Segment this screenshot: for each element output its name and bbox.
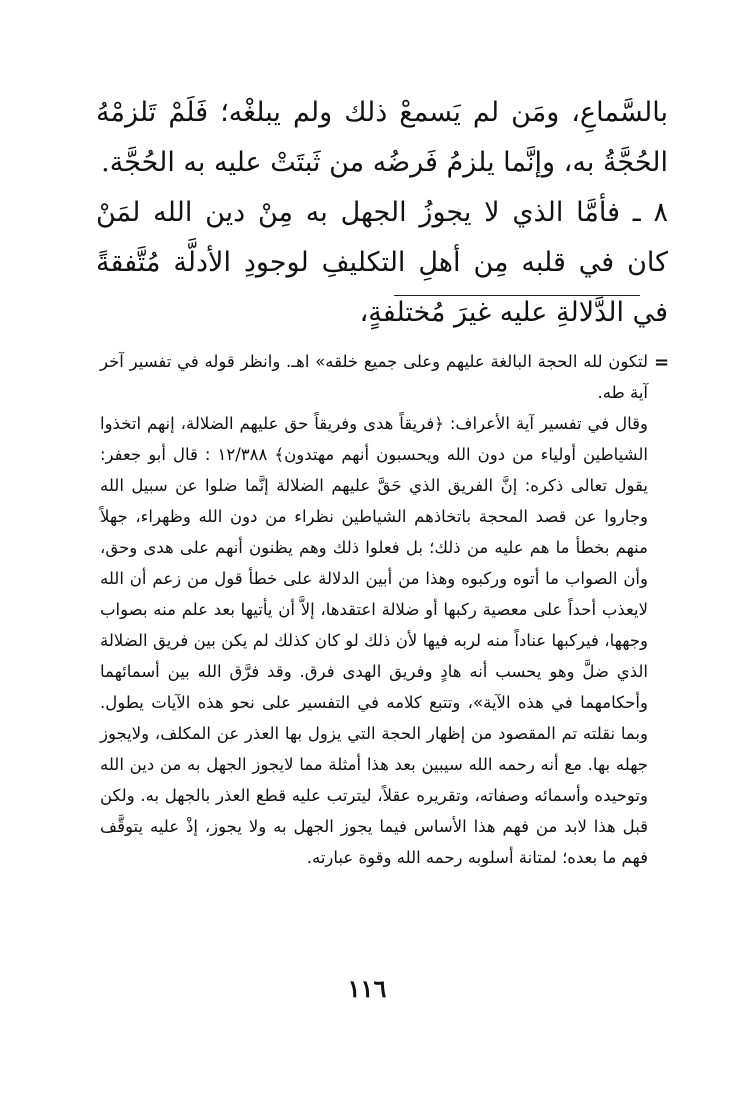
- footnote-divider: [394, 295, 640, 296]
- footnote-continuation-marker: =: [654, 352, 670, 373]
- footnote-paragraph-2: وقال في تفسير آية الأعراف: ﴿فريقاً هدى وفريقاً حق عليهم الضلالة، إنهم اتخذوا الشياطين أولياء من دون الله ويحسبون أنهم مهتدون﴾ ١٢/٣٨٨ : قال أبو جعفر: يقول تعالى ذكره: إنَّ الفريق الذي حَقَّ عليهم الضلالة إنَّما ضلوا عن سبيل الله وجاروا عن قصد المحجة باتخاذهم الشياطين نظراء من دون الله وظهراء، جهلاً منهم بخطأ ما هم عليه من ذلك؛ بل فعلوا ذلك وهم يظنون أنهم على هدى وحق، وأن الصواب ما أتوه وركبوه وهذا من أبين الدلالة على خطأ قول من زعم أن الله لايعذب أحداً على معصية ركبها أو ضلالة اعتقدها، إلاَّ أن يأتيها بعد علم منه بصواب وجهها، فيركبها عناداً منه لربه فيها لأن ذلك لو كان كذلك لم يكن بين فريق الضلالة الذي ضلَّ وهو يحسب أنه هادٍ وفريق الهدى فرق. وقد فرَّق الله بين أسمائهما وأحكامهما في هذه الآية»، وتتبع كلامه في التفسير على نحو هذه الآيات يطول. وبما نقلته تم المقصود من إظهار الحجة التي يزول بها العذر عن المكلف، ولايجوز جهله بها. مع أنه رحمه الله سيبين بعد هذا أمثلة مما لايجوز الجهل به من دين الله وتوحيده وأسمائه وصفاته، وتقريره عقلاً، ليترتب عليه قطع العذر بالجهل به. ولكن قبل هذا لابد من فهم هذا الأساس فيما يجوز الجهل به ولا يجوز، إذْ عليه يتوقَّف فهم ما بعده؛ لمتانة أسلوبه رحمه الله وقوة عبارته.: [100, 414, 649, 867]
- main-paragraph-1: بالسَّماعِ، ومَن لم يَسمعْ ذلك ولم يبلغْه؛ فَلَمْ تَلزمْهُ الحُجَّةُ به، وإنَّما يلزمُ فَرضُه من ثَبتَتْ عليه به الحُجَّة.: [96, 97, 668, 178]
- main-text: [96, 88, 668, 338]
- main-paragraph-2: ٨ ـ فأمَّا الذي لا يجوزُ الجهل به مِنْ دين الله لمَنْ كان في قلبه مِن أهلِ التكليفِ لوجودِ الأدلَّة مُتَّفقةً في الدَّلالةِ عليه غيرَ مُختلفةٍ،: [96, 197, 668, 328]
- footnote-paragraph-1: لتكون لله الحجة البالغة عليهم وعلى جميع خلقه» اهـ. وانظر قوله في تفسير آخر آية طه.: [100, 352, 648, 402]
- footnotes: [100, 346, 648, 873]
- page-number: ١١٦: [347, 974, 387, 1003]
